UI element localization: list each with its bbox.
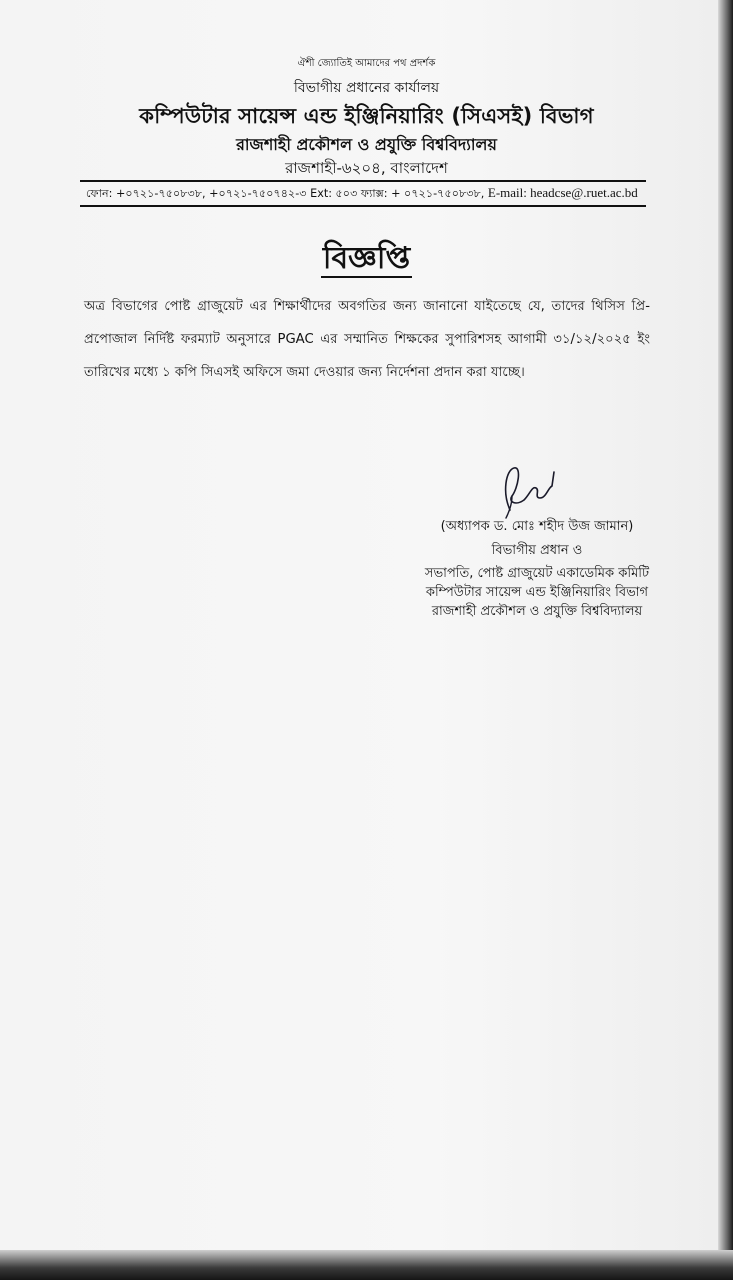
email: E-mail: headcse@.ruet.ac.bd [487, 185, 638, 200]
motto: ঐশী জ্যোতিই আমাদের পথ প্রদর্শক [297, 58, 436, 69]
notice-title: বিজ্ঞপ্তি [322, 241, 411, 276]
phone-fax: ফোন: +০৭২১-৭৫০৮৩৮, +০৭২১-৭৫০৭৪২-৩ Ext: ৫০৩ ফ্যাক্স: + ০৭২১-৭৫০৮৩৮, [86, 187, 488, 200]
header-rule-bottom [80, 205, 646, 207]
university-name: রাজশাহী প্রকৌশল ও প্রযুক্তি বিশ্ববিদ্যালয় [236, 135, 497, 154]
page-bottom-edge [0, 1250, 733, 1280]
page-edge [718, 0, 733, 1280]
department-name: কম্পিউটার সায়েন্স এন্ড ইঞ্জিনিয়ারিং (সিএসই) বিভাগ [139, 104, 594, 128]
contact-line [86, 185, 646, 204]
office-name: বিভাগীয় প্রধানের কার্যালয় [293, 80, 440, 96]
signatory-university: রাজশাহী প্রকৌশল ও প্রযুক্তি বিশ্ববিদ্যালয় [431, 604, 643, 619]
signatory-role: সভাপতি, পোষ্ট গ্রাজুয়েট একাডেমিক কমিটি [424, 566, 650, 581]
address: রাজশাহী-৬২০৪, বাংলাদেশ [285, 159, 448, 177]
notice-body: অত্র বিভাগের পোষ্ট গ্রাজুয়েট এর শিক্ষার্থীদের অবগতির জন্য জানানো যাইতেছে যে, তাদের থিসিস প্রি-প্রপোজাল নির্দিষ্ট ফরম্যাট অনুসারে PGAC এর সম্মানিত শিক্ষকের সুপারিশসহ আগামী ৩১/১২/২০২৫ ইং তারিখের মধ্যে ১ কপি সিএসই অফিসে জমা দেওয়ার জন্য নির্দেশনা প্রদান করা যাচ্ছে। [84, 299, 650, 380]
signature [488, 462, 568, 522]
signatory-role: বিভাগীয় প্রধান ও [491, 543, 583, 558]
signatory-name: (অধ্যাপক ড. মোঃ শহীদ উজ জামান) [440, 519, 634, 534]
header-rule-top [80, 180, 646, 182]
signatory-department: কম্পিউটার সায়েন্স এন্ড ইঞ্জিনিয়ারিং বিভাগ [425, 585, 649, 600]
